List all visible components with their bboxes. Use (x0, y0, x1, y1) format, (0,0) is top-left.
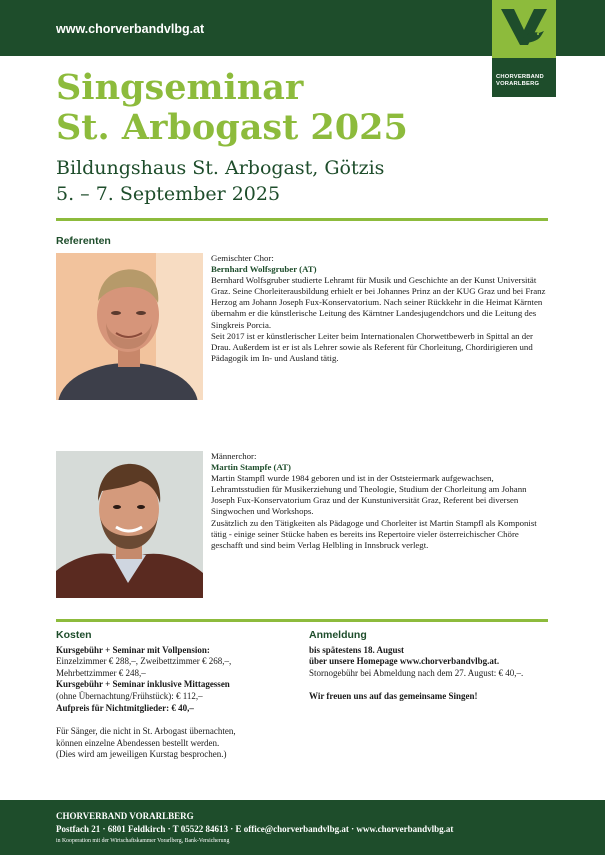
closing-text: Wir freuen uns auf das gemeinsame Singen! (309, 691, 478, 702)
price-label: Kursgebühr + Seminar inklusive Mittagessen (56, 679, 230, 690)
logo-text (496, 74, 552, 88)
kosten-section (56, 630, 296, 761)
footer (0, 800, 605, 855)
price-text: Mehrbettzimmer € 248,– (56, 667, 146, 678)
header-url[interactable]: www.chorverbandvlbg.at (56, 22, 205, 36)
speaker-name: Bernhard Wolfsgruber (AT) (211, 264, 317, 275)
price-note: können einzelne Abendessen bestellt werden. (56, 737, 220, 748)
logo-text-line1: CHORVERBAND (496, 74, 544, 80)
speaker-name: Martin Stampfe (AT) (211, 462, 291, 473)
footer-address[interactable]: Postfach 21 · 6801 Feldkirch · T 05522 84613 · E office@chorverbandvlbg.at · www.chorverbandvlbg.at (56, 824, 454, 834)
speaker-role: Männerchor: (211, 451, 257, 461)
price-note: (Dies wird am jeweiligen Kurstag besprochen.) (56, 749, 227, 760)
page-title (56, 68, 408, 148)
price-text: Einzelzimmer € 288,–, Zweibettzimmer € 268,–, (56, 656, 232, 667)
price-text: (ohne Übernachtung/Frühstück): € 112,– (56, 690, 203, 701)
chorverband-logo (492, 0, 556, 97)
price-label: Aufpreis für Nichtmitglieder: € 40,– (56, 702, 194, 713)
speaker-bio-stampfl (211, 451, 548, 551)
speaker-role: Gemischter Chor: (211, 253, 274, 263)
divider-bottom (56, 619, 548, 622)
cancellation-fee: Stornogebühr bei Abmeldung nach dem 27. August: € 40,–. (309, 667, 524, 678)
registration-deadline: bis spätestens 18. August (309, 644, 405, 655)
venue-subtitle: Bildungshaus St. Arbogast, Götzis (56, 157, 385, 179)
price-label: Kursgebühr + Seminar mit Vollpension: (56, 644, 210, 655)
divider-top (56, 218, 548, 221)
logo-text-line2: VORARLBERG (496, 81, 540, 87)
footer-partner: in Kooperation mit der Wirtschaftskammer Vorarlberg, Bank-Versicherung (56, 838, 230, 844)
title-line2: St. Arbogast 2025 (56, 107, 408, 148)
speaker-photo-stampfl (56, 451, 203, 598)
event-dates: 5. – 7. September 2025 (56, 183, 281, 205)
price-note: Für Sänger, die nicht in St. Arbogast übernachten, (56, 726, 236, 737)
speaker-bio-paragraph: Zusätzlich zu den Tätigkeiten als Pädagoge und Chorleiter ist Martin Stampfl als Komponist tätig - einige seiner Stücke haben es bereits ins Repertoire vieler österreichischer Chöre geschafft und sind beim Verlag Helbling in Innsbruck verlegt. (211, 517, 537, 550)
title-line1: Singseminar (56, 67, 304, 108)
speaker-bio-wolfsgruber (211, 253, 548, 364)
speaker-bio-paragraph: Martin Stampfl wurde 1984 geboren und ist in der Oststeiermark aufgewachsen, Lehramtsstudien für Musikerziehung und Theologie, Studium der Chorleitung am Johann Joseph Fux-Konservatorium Graz und der Kunstuniversität Graz, Referent bei diversen Singwochen und Workshops. (211, 473, 527, 517)
speaker-bio-paragraph: Bernhard Wolfsgruber studierte Lehramt für Musik und Geschichte an der Kunst Universität Graz. Seine Chorleiterausbildung erhielt er bei Johannes Prinz an der KUG Graz und bei Franz Herzog am Johann Joseph Fux-Konservatorium. Nach seiner Rückkehr in die Heimat Kärnten übernahm er die künstlerische Leitung des Kärntner Landesjugendchors und die Leitung des Singkreis Porcia. (211, 275, 546, 330)
anmeldung-section (309, 630, 549, 703)
logo-v-bird-icon (492, 0, 556, 58)
speaker-bio-paragraph: Seit 2017 ist er künstlerischer Leiter beim Internationalen Chorwettbewerb in Spittal an der Drau. Außerdem ist er ist als Lehrer sowie als Referent für Chorleitung, Chordirigieren und Pädagogik im In- und Ausland tätig. (211, 330, 533, 363)
referenten-heading: Referenten (56, 235, 111, 247)
footer-org: CHORVERBAND VORARLBERG (56, 811, 194, 821)
kosten-heading: Kosten (56, 629, 92, 641)
speaker-photo-wolfsgruber (56, 253, 203, 400)
anmeldung-heading: Anmeldung (309, 629, 367, 641)
registration-homepage[interactable]: über unsere Homepage www.chorverbandvlbg.at. (309, 656, 500, 667)
